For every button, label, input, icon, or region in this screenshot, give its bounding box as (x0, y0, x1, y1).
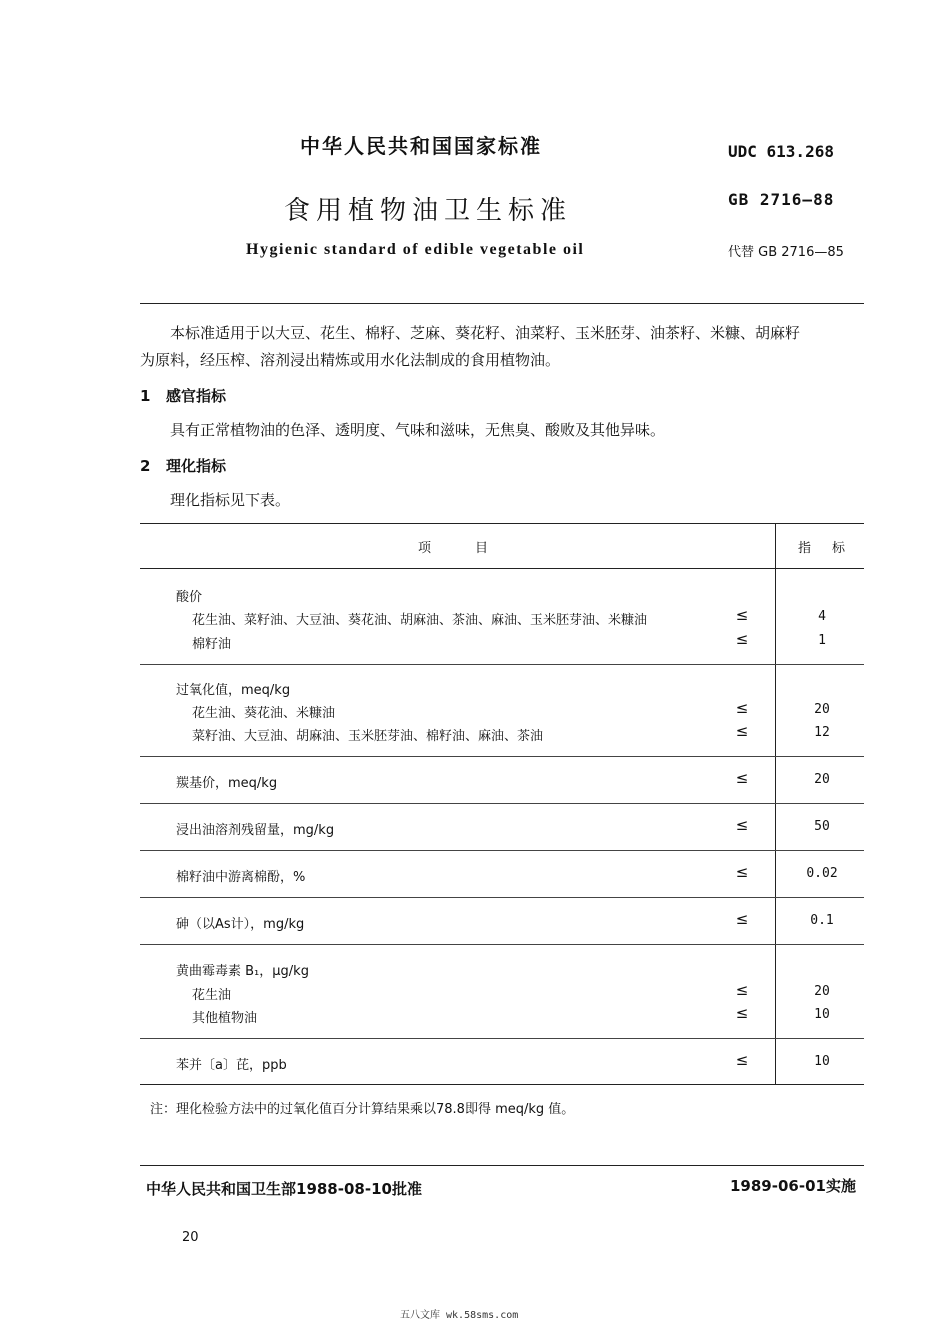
footer-divider (140, 1165, 864, 1166)
row-divider (140, 897, 864, 898)
section-1-text: 具有正常植物油的色泽、透明度、气味和滋味，无焦臭、酸败及其他异味。 (170, 421, 666, 439)
gb-number: GB 2716—88 (728, 190, 835, 209)
column-header-value: 指 标 (798, 541, 850, 556)
table-subrow-label: 其他植物油 (192, 1011, 258, 1026)
document-title-english: Hygienic standard of edible vegetable oil (246, 241, 585, 258)
row-divider (140, 850, 864, 851)
section-title: 理化指标 (166, 457, 227, 475)
le-symbol: ≤ (735, 1051, 749, 1069)
table-row-label: 黄曲霉毒素 B₁，μg/kg (176, 964, 309, 979)
table-column-divider (775, 523, 776, 1085)
intro-line-2: 为原料，经压榨、溶剂浸出精炼或用水化法制成的食用植物油。 (140, 351, 561, 369)
table-row-label: 苯并〔a〕芘，ppb (176, 1058, 287, 1073)
replaces-standard: 代替 GB 2716—85 (728, 245, 844, 260)
section-number: 2 (140, 457, 151, 475)
section-1-heading (140, 385, 226, 406)
table-subrow-label: 棉籽油 (192, 637, 232, 652)
table-subrow-label: 花生油、葵花油、米糠油 (192, 706, 336, 721)
section-number: 1 (140, 387, 151, 405)
le-symbol: ≤ (735, 699, 749, 717)
header-divider (140, 303, 864, 304)
udc-code: UDC 613.268 (728, 142, 834, 161)
row-divider (140, 1038, 864, 1039)
table-row-label: 过氧化值，meq/kg (176, 683, 291, 698)
intro-line-1: 本标准适用于以大豆、花生、棉籽、芝麻、葵花籽、油菜籽、玉米胚芽、油茶籽、米糠、胡麻籽 (170, 324, 801, 342)
table-subrow-label: 花生油 (192, 988, 232, 1003)
section-2-heading (140, 455, 226, 476)
table-row-label: 浸出油溶剂残留量，mg/kg (176, 823, 335, 838)
section-2-text: 理化指标见下表。 (170, 491, 291, 509)
table-value: 10 (814, 1007, 830, 1022)
table-row-label: 砷（以As计），mg/kg (176, 917, 305, 932)
le-symbol: ≤ (735, 863, 749, 881)
le-symbol: ≤ (735, 981, 749, 999)
watermark-text: 五八文库 wk.58sms.com (400, 1310, 519, 1321)
table-row-label: 棉籽油中游离棉酚，% (176, 870, 306, 885)
table-value: 1 (818, 633, 826, 648)
table-value: 20 (814, 772, 830, 787)
table-value: 12 (814, 725, 830, 740)
approval-date: 中华人民共和国卫生部1988-08-10批准 (146, 1180, 422, 1198)
row-divider (140, 944, 864, 945)
table-bottom-border (140, 1084, 864, 1085)
le-symbol: ≤ (735, 769, 749, 787)
table-header-border (140, 568, 864, 569)
page-number: 20 (182, 1230, 199, 1245)
table-subrow-label: 花生油、菜籽油、大豆油、葵花油、胡麻油、茶油、麻油、玉米胚芽油、米糠油 (192, 613, 648, 628)
table-value: 4 (818, 609, 826, 624)
table-subrow-label: 菜籽油、大豆油、胡麻油、玉米胚芽油、棉籽油、麻油、茶油 (192, 729, 544, 744)
table-note: 注：理化检验方法中的过氧化值百分计算结果乘以78.8即得 meq/kg 值。 (150, 1102, 575, 1117)
le-symbol: ≤ (735, 910, 749, 928)
intro-paragraph (140, 320, 870, 374)
section-title: 感官指标 (166, 387, 227, 405)
effective-date: 1989-06-01实施 (730, 1177, 856, 1195)
row-divider (140, 803, 864, 804)
table-value: 20 (814, 702, 830, 717)
table-top-border (140, 523, 864, 524)
le-symbol: ≤ (735, 816, 749, 834)
le-symbol: ≤ (735, 606, 749, 624)
le-symbol: ≤ (735, 722, 749, 740)
table-row-label: 酸价 (176, 590, 203, 605)
table-value: 0.1 (810, 913, 834, 928)
le-symbol: ≤ (735, 630, 749, 648)
column-header-item: 项 目 (418, 541, 495, 556)
table-value: 20 (814, 984, 830, 999)
le-symbol: ≤ (735, 1004, 749, 1022)
table-value: 0.02 (806, 866, 838, 881)
standard-type-heading: 中华人民共和国国家标准 (300, 134, 542, 158)
row-divider (140, 664, 864, 665)
table-row-label: 羰基价，meq/kg (176, 776, 278, 791)
row-divider (140, 756, 864, 757)
table-value: 50 (814, 819, 830, 834)
table-value: 10 (814, 1054, 830, 1069)
document-title: 食用植物油卫生标准 (284, 196, 573, 226)
